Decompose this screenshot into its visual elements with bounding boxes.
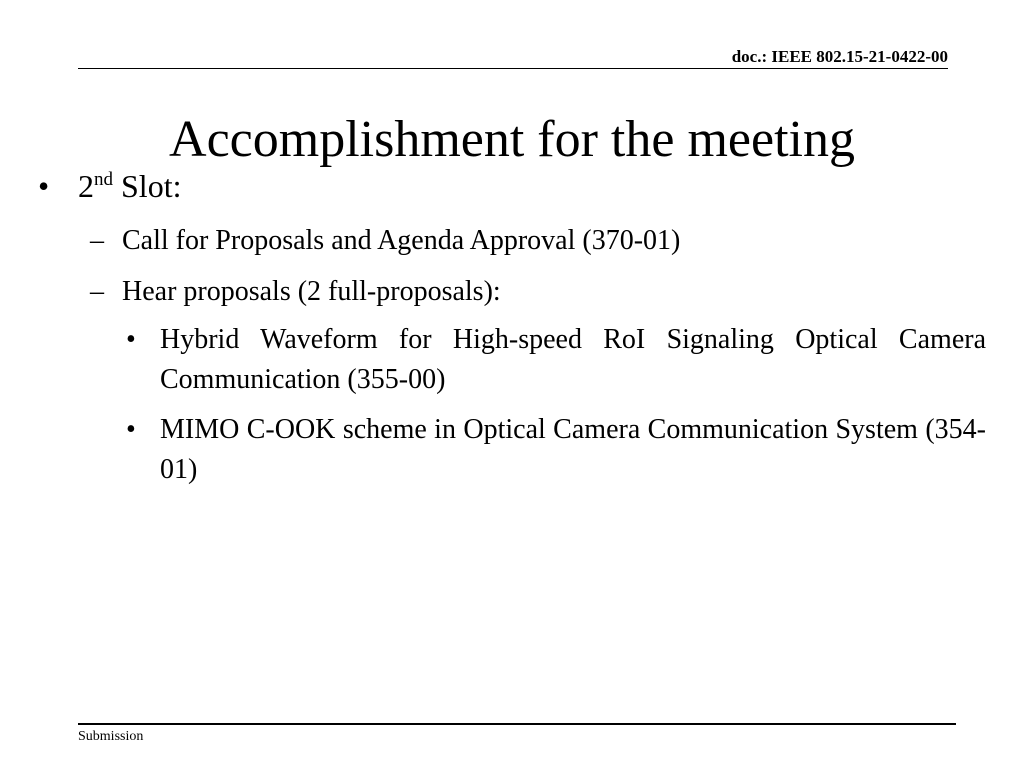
footer-submission: Submission xyxy=(78,729,144,744)
dash-marker: – xyxy=(90,276,104,307)
proposal-text: MIMO C-OOK scheme in Optical Camera Communication System (354-01) xyxy=(160,414,986,485)
bullet-slot xyxy=(38,166,181,206)
slot-number: 2 xyxy=(78,168,94,204)
dash-marker: – xyxy=(90,225,104,256)
doc-id: doc.: IEEE 802.15-21-0422-00 xyxy=(731,47,948,66)
slot-ordinal-suffix: nd xyxy=(94,169,113,190)
slide-title: Accomplishment for the meeting xyxy=(169,111,855,168)
proposal-item-mimo-cook xyxy=(126,410,986,490)
sub-item-hear-proposals xyxy=(90,275,501,309)
sub-item-call-for-proposals xyxy=(90,224,680,258)
proposal-item-hybrid-waveform xyxy=(126,320,986,400)
sub-item-text: Hear proposals (2 full-proposals): xyxy=(122,276,501,307)
bullet-dot: • xyxy=(126,324,136,355)
bullet-dot: • xyxy=(38,168,50,204)
slot-label: Slot: xyxy=(121,168,182,204)
proposal-text: Hybrid Waveform for High-speed RoI Signaling Optical Camera Communication (355-00) xyxy=(160,324,986,395)
bullet-dot: • xyxy=(126,414,136,445)
sub-item-text: Call for Proposals and Agenda Approval (370-01) xyxy=(122,225,681,256)
footer-rule xyxy=(78,723,956,725)
header-rule xyxy=(78,68,948,69)
